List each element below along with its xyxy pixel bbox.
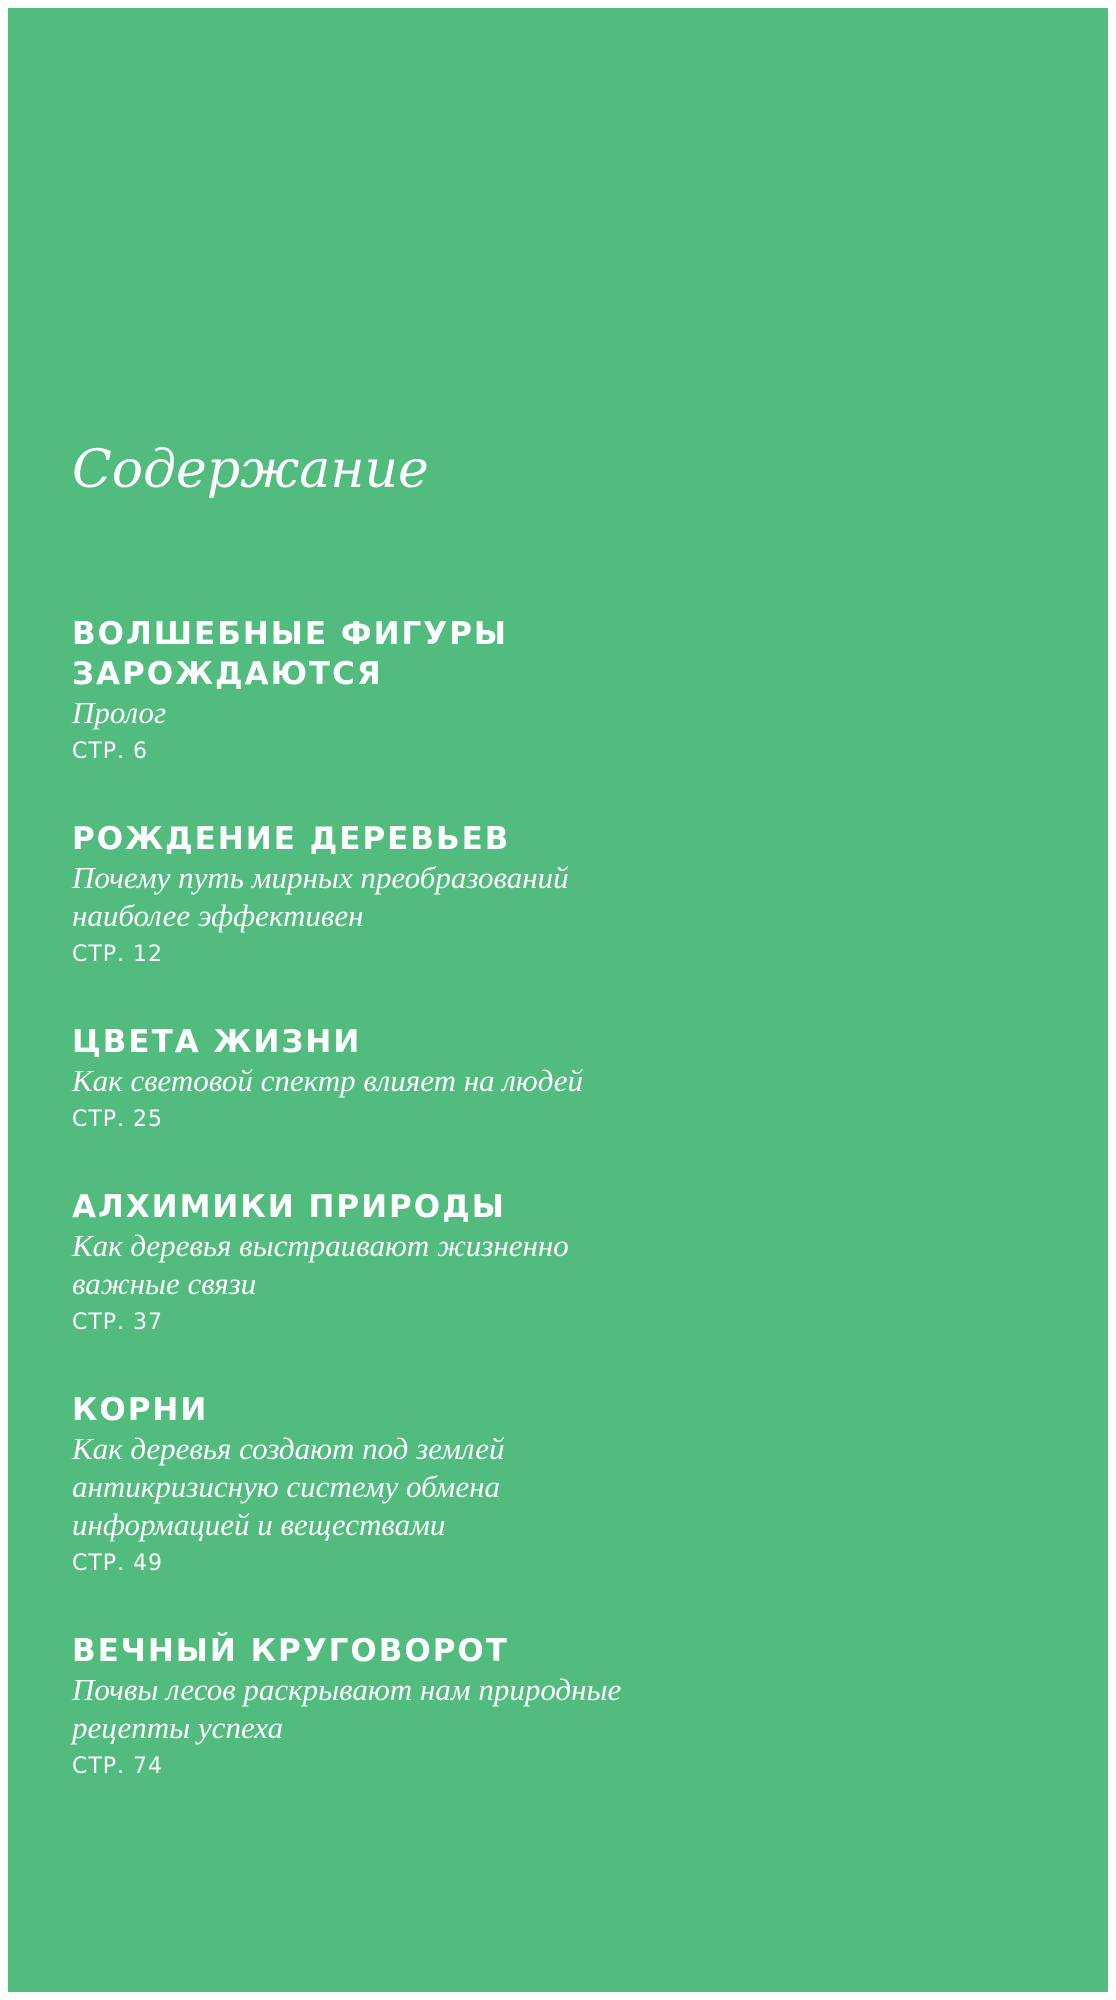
toc-entry [72, 1022, 792, 1134]
chapter-subtitle [72, 1671, 792, 1747]
chapter-subtitle-line: Как световой спектр влияет на людей [72, 1063, 584, 1098]
toc-entry [72, 1187, 792, 1337]
chapter-subtitle-line: антикризисную систему обмена [72, 1469, 500, 1504]
chapter-title [72, 1631, 792, 1671]
toc-entry [72, 1631, 792, 1781]
chapter-subtitle [72, 1062, 792, 1100]
chapter-subtitle-line: наиболее эффективен [72, 898, 364, 933]
chapter-title [72, 1390, 792, 1430]
chapter-page-number: СТР. 6 [72, 739, 149, 764]
chapter-title-line: ЗАРОЖДАЮТСЯ [72, 656, 383, 692]
chapter-title [72, 1187, 792, 1227]
chapter-title-line: ВОЛШЕБНЫЕ ФИГУРЫ [72, 616, 509, 652]
chapter-title-line: РОЖДЕНИЕ ДЕРЕВЬЕВ [72, 821, 511, 857]
chapter-title-line: ЦВЕТА ЖИЗНИ [72, 1024, 362, 1060]
chapter-subtitle-line: информацией и веществами [72, 1507, 446, 1542]
toc-heading: Содержание [72, 440, 429, 500]
toc-entry [72, 819, 792, 969]
chapter-page-number: СТР. 25 [72, 1107, 164, 1132]
chapter-title-line: АЛХИМИКИ ПРИРОДЫ [72, 1189, 506, 1225]
chapter-subtitle [72, 859, 792, 935]
chapter-page-number: СТР. 74 [72, 1754, 164, 1779]
chapter-title [72, 614, 792, 694]
toc-page [8, 8, 1108, 1992]
chapter-page-number: СТР. 37 [72, 1310, 164, 1335]
chapter-page-number: СТР. 12 [72, 942, 164, 967]
chapter-subtitle-line: Почему путь мирных преобразований [72, 860, 569, 895]
toc-entry [72, 1390, 792, 1578]
chapter-subtitle-line: Пролог [72, 695, 167, 730]
chapter-subtitle-line: Почвы лесов раскрывают нам природные [72, 1672, 622, 1707]
chapter-subtitle [72, 694, 792, 732]
chapter-subtitle-line: рецепты успеха [72, 1710, 284, 1745]
chapter-subtitle [72, 1227, 792, 1303]
chapter-title [72, 1022, 792, 1062]
chapter-subtitle-line: Как деревья выстраивают жизненно [72, 1228, 569, 1263]
toc-list [72, 614, 792, 1781]
chapter-title-line: ВЕЧНЫЙ КРУГОВОРОТ [72, 1633, 509, 1669]
chapter-page-number: СТР. 49 [72, 1551, 164, 1576]
chapter-title-line: КОРНИ [72, 1392, 209, 1428]
chapter-title [72, 819, 792, 859]
toc-entry [72, 614, 792, 766]
chapter-subtitle-line: Как деревья создают под землей [72, 1431, 505, 1466]
chapter-subtitle [72, 1430, 792, 1544]
chapter-subtitle-line: важные связи [72, 1266, 257, 1301]
